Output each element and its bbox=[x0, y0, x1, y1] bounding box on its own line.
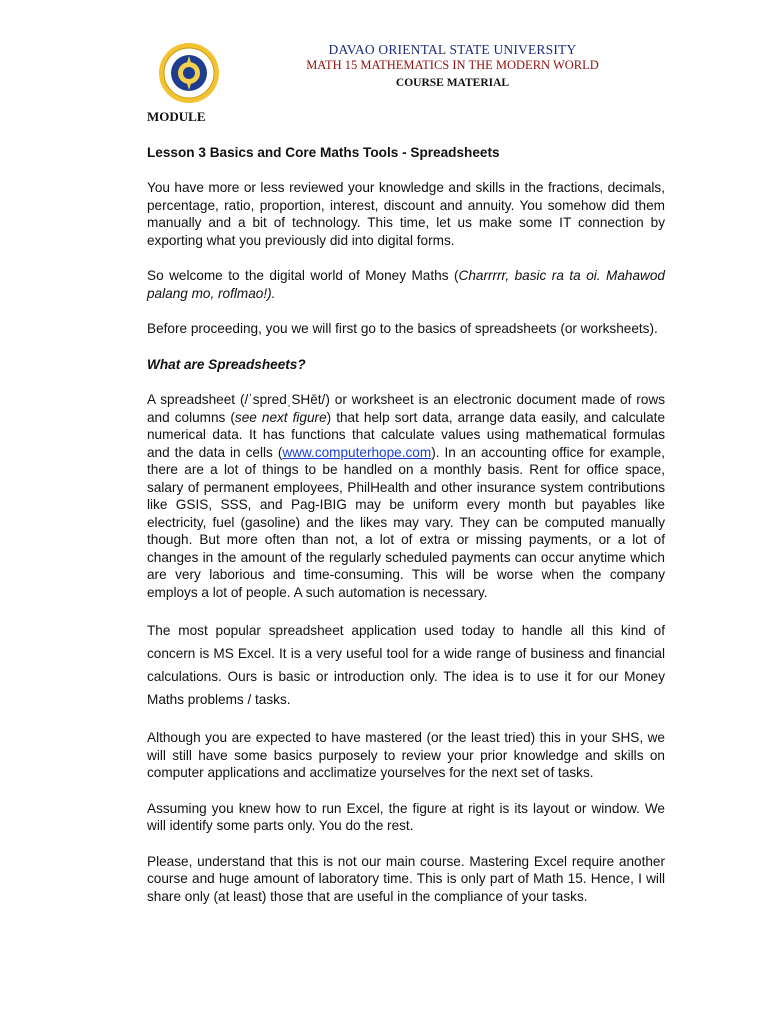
course-name: MATH 15 MATHEMATICS IN THE MODERN WORLD bbox=[306, 58, 599, 72]
module-heading: MODULE bbox=[147, 109, 206, 124]
paragraph-not-main-course: Please, understand that this is not our main course. Mastering Excel require another course and huge amount of laboratory time. This is only part of Math 15. Hence, I will share only (at least) those that are useful in the compliance of your tasks. bbox=[147, 853, 665, 904]
paragraph-welcome bbox=[147, 267, 665, 302]
lesson-title: Lesson 3 Basics and Core Maths Tools - Spreadsheets bbox=[147, 144, 500, 160]
paragraph-layout: Assuming you knew how to run Excel, the figure at right is its layout or window. We will identify some parts only. You do the rest. bbox=[147, 800, 665, 833]
university-name: DAVAO ORIENTAL STATE UNIVERSITY bbox=[328, 42, 577, 57]
welcome-italic: Charrrrr, basic ra ta oi. Mahawod palang mo, roflmao!). bbox=[147, 268, 665, 301]
document-body bbox=[147, 108, 665, 923]
definition-text-a: A spreadsheet (/ˈspredˌSHēt/) or worksheet is an electronic document made of rows and columns ( bbox=[147, 392, 665, 425]
paragraph-shs: Although you are expected to have mastered (or the least tried) this in your SHS, we will still have some basics purposely to review your prior knowledge and skills on computer applications and acclimatize yourselves for the next set of tasks. bbox=[147, 730, 665, 780]
definition-text-c: ). In an accounting office for example, there are a lot of things to be handled on a monthly basis. Rent for office space, salary of permanent employees, PhilHealth and other insurance system contributions like GSIS, SSS, and Pag-IBIG may be uniform every month but payables like electricity, fuel (gasoline) and the likes may vary. They can be computed manually though. But more often than not, a lot of extra or missing payments, or a lot of changes in the amount of the regularly scheduled payments can occur anytime which are very laborious and time-consuming. This will be worse when the company employs a lot of people. A such automation is necessary. bbox=[147, 444, 665, 600]
paragraph-definition bbox=[147, 391, 665, 601]
course-material-label: COURSE MATERIAL bbox=[395, 77, 510, 89]
section-question: What are Spreadsheets? bbox=[147, 356, 306, 372]
welcome-text: So welcome to the digital world of Money Maths ( bbox=[147, 268, 459, 283]
university-seal-icon bbox=[158, 42, 220, 104]
definition-italic: see next figure bbox=[234, 409, 327, 425]
paragraph-review: You have more or less reviewed your knowledge and skills in the fractions, decimals, percentage, ratio, proportion, interest, discount and annuity. You somehow did them manually and a bit of technology. This time, let us make some IT connection by exporting what you previously did into digital forms. bbox=[147, 180, 665, 248]
computerhope-link[interactable]: www.computerhope.com bbox=[282, 444, 432, 460]
paragraph-before-proceeding: Before proceeding, you we will first go to the basics of spreadsheets (or worksheets). bbox=[147, 321, 658, 336]
paragraph-ms-excel: The most popular spreadsheet application used today to handle all this kind of concern is MS Excel. It is a very useful tool for a wide range of business and financial calculations. Ours is basic or introduction only. The idea is to use it for our Money Maths problems / tasks. bbox=[147, 623, 665, 707]
definition-text-b: ) that help sort data, arrange data easily, and calculate numerical data. It has functions that calculate values using mathematical formulas and the data in cells ( bbox=[147, 409, 666, 460]
